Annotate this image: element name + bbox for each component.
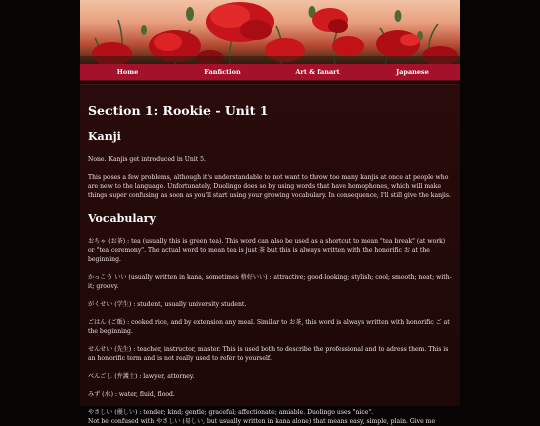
kanji-paragraph-1: None. Kanjis get introduced in Unit 5. [88,156,206,163]
vocab-entry-mizu: みず (水) : water, fluid, flood. [88,391,175,398]
kanji-paragraph-2: This poses a few problems, although it's understandable to not want to throw too many kanjis at once at people who are new to the language. Unfortunately, Duolingo does so by using words that have homophones, which will make things super confusing as soon as you'll start using your growing vocabulary. In consequence, I'll still give the kanjis. [88,174,451,199]
nav-home-link[interactable]: Home [116,68,139,76]
vocab-entry-bengoshi: べんごし (弁護士) : lawyer, attorney. [88,373,195,380]
nav-fanfiction-link[interactable]: Fanfiction [204,68,241,76]
main-nav [80,64,460,81]
nav-japanese-link[interactable]: Japanese [396,68,429,76]
vocab-entry-sensei: せんせい (先生) : teacher, instructor, master. This is used both to describe the professional and to adress them. This is an honorific term and is not really used to refer to yourself. [88,346,449,362]
vocab-entry-ocha: おちゃ (お茶) : tea (usually this is green tea). This word can also be used as a shortcut to mean "tea break" (at work) or "tea ceremony". The actual word to mean tea is just 茶 but this is always written with the honorific お at the beginning. [88,238,446,263]
page-container [80,0,460,425]
article-content [80,84,460,425]
header-banner [80,0,460,64]
vocab-entry-yasashii-note: Not be confused with やさしい (易しい, but usually written in kana alone) that means easy, simple, plain. Give me [88,418,436,425]
vocab-entry-gakusei: がくせい (学生) : student, usually university student. [88,301,247,308]
vocab-entry-gohan: ごはん (ご飯) : cooked rice, and by extension any meal. Similar to お茶, this word is always written with honorific ご at the beginning. [88,319,450,335]
vocabulary-heading: Vocabulary [88,212,156,225]
vocab-entry-kakkouii: かっこう いい (usually written in kana, sometimes 格好いい) : attractive; good-looking; stylish; cool; smooth; neat; with-it; groovy. [88,274,452,290]
vocab-entry-yasashii: やさしい (優しい) : tender; kind; gentle; graceful; affectionate; amiable. Duolingo uses "nice". [88,409,374,416]
section-title: Section 1: Rookie - Unit 1 [88,103,269,118]
kanji-heading: Kanji [88,130,121,143]
poppy-field-image [80,0,460,64]
nav-art-fanart-link[interactable]: Art & fanart [295,68,340,76]
